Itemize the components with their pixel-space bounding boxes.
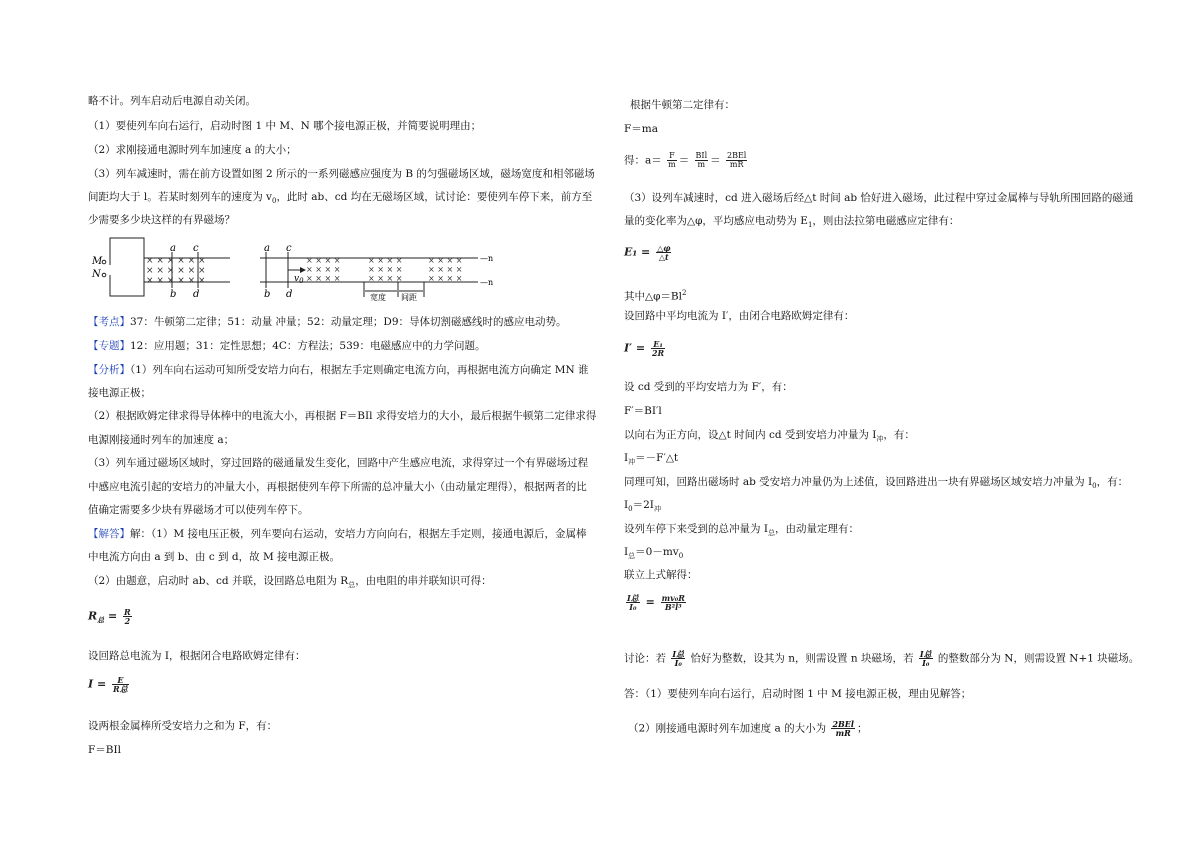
svg-text:× × × × × ×: × × × × × × (146, 256, 206, 266)
label-M: M (92, 256, 103, 267)
equation-r-total: $R_总$ = $\frac{R}{2}$ (88, 607, 131, 626)
figure-2 (260, 243, 493, 302)
jieda-4: 设两根金属棒所受安培力之和为 F，有： (88, 720, 278, 732)
answer-1: 答：（1）要使列车向右运行，启动时图 1 中 M 接电源正极，理由见解答； (624, 688, 972, 700)
fenxi-2b: 电源刚接通时列车的加速度 a； (88, 434, 235, 446)
label-c: c (193, 243, 199, 254)
jieda-2: （2）由题意，启动时 ab、cd 并联，设回路总电阻为 $R_总$，由电阻的串并联知识可得： (88, 575, 492, 590)
svg-text:a: a (264, 243, 270, 254)
text-line: $I_0=2I_冲$ (624, 499, 661, 514)
figure-1 (91, 238, 230, 300)
jieda-1b: 中电流方向由 a 到 b、由 c 到 d，故 M 接电源正极。 (88, 551, 341, 563)
fenxi-3: （3）列车通过磁场区域时，穿过回路的磁通量发生变化，回路中产生感应电流，求得穿过一个有界磁场过程 (88, 457, 589, 469)
gap-label: 间距 (401, 293, 417, 302)
label-a: a (170, 243, 176, 254)
svg-text:× × × × × ×: × × × × × × (146, 276, 206, 286)
svg-text:—n: —n (480, 254, 494, 263)
jieda-5: F＝BIl (88, 744, 122, 756)
text-line: 设 cd 受到的平均安培力为 F′，有： (624, 381, 793, 393)
text-line: 联立上式解得： (624, 569, 698, 581)
text-line: 略不计。列车启动后电源自动关闭。 (88, 95, 256, 107)
equation-emf: E₁ = $\frac{\triangle\varphi}{\triangle t}$ (624, 243, 671, 262)
text-line: （3）设列车减速时，cd 进入磁场后经△t 时间 ab 恰好进入磁场，此过程中穿过金属棒与导轨所围回路的磁通 (624, 192, 1134, 204)
svg-text:—n: —n (480, 278, 494, 287)
svg-text:d: d (286, 289, 293, 300)
svg-text:× × × ×: × × × × (428, 274, 463, 283)
kaodian: 【考点】37：牛顿第二定律；51：动量 冲量；52：动量定理；D9：导体切割磁感线时的感应电动势。 (88, 316, 567, 328)
accel-equation: 得：a＝ $\frac{F}{m}$ ＝ $\frac{\text{BIl}}{m}$ ＝ $\frac{\text{2BEl}}{mR}$ (624, 151, 747, 169)
text-line: F＝ma (624, 123, 659, 135)
fenxi-3b: 中感应电流引起的安培力的冲量大小，再根据使列车停下所需的总冲量大小（由动量定理得），根据两者的比 (88, 481, 587, 493)
jieda-1: 【解答】解：（1）M 接电压正极，列车要向右运动，安培力方向向右，根据左手定则，接通电源后，金属棒 (88, 528, 587, 540)
svg-text:× × × ×: × × × × (306, 265, 341, 274)
question-3-line3: 少需要多少块这样的有界磁场？ (88, 214, 235, 226)
svg-text:× × × ×: × × × × (368, 265, 403, 274)
svg-text:c: c (286, 243, 292, 254)
question-3: （3）列车减速时，需在前方设置如图 2 所示的一系列磁感应强度为 B 的匀强磁场区域，磁场宽度和相邻磁场 (88, 168, 595, 180)
svg-text:× × × ×: × × × × (368, 274, 403, 283)
question-1: （1）要使列车向右运行，启动时图 1 中 M、N 哪个接电源正极，并简要说明理由； (88, 120, 482, 132)
label-N: N (92, 269, 101, 280)
svg-text:× × × ×: × × × × (306, 256, 341, 265)
text-line: $I_总=0-mv_0$ (624, 546, 684, 561)
question-3-line2: 间距均大于 l。若某时刻列车的速度为 $v_0$，此时 ab、cd 均在无磁场区域，试讨论：要使列车停下来，前方至 (88, 191, 593, 206)
velocity-label: $v_0$ (294, 274, 304, 285)
text-line: 其中$\triangle\varphi=Bl^2$ (624, 289, 687, 303)
equation-avg-current: I′ = $\frac{\text{E₁}}{2R}$ (624, 339, 665, 358)
text-line: 设列车停下来受到的总冲量为 $I_总$，由动量定理有： (624, 523, 859, 538)
fenxi-1: 【分析】（1）列车向右运动可知所受安培力向右，根据左手定则确定电流方向，再根据电流方向确定 MN 谁 (88, 364, 589, 376)
text-line: 根据牛顿第二定律有： (630, 99, 735, 111)
fenxi-1b: 接电源正极； (88, 387, 151, 399)
svg-text:× × × ×: × × × × (306, 274, 341, 283)
text-line: F′＝BI′l (624, 405, 662, 417)
svg-text:× × × ×: × × × × (428, 265, 463, 274)
answer-2: （2）刚接通电源时列车加速度 a 的大小为 $\frac{\text{2BEl}}{mR}$ ； (628, 719, 868, 738)
label-b: b (170, 289, 177, 300)
label-d: d (193, 289, 200, 300)
jieda-3: 设回路总电流为 I，根据闭合电路欧姆定律有： (88, 650, 306, 662)
svg-text:× × × ×: × × × × (368, 256, 403, 265)
svg-text:× × × × × ×: × × × × × × (146, 266, 206, 276)
svg-text:b: b (264, 289, 271, 300)
width-label: 宽度 (370, 293, 386, 302)
text-line: 量的变化率为△φ，平均感应电动势为 $E_1$，则由法拉第电磁感应定律有： (624, 215, 960, 230)
equation-ratio: $\frac{\text{I总}}{\text{I₀}}$ = $\frac{\text{mv₀R}}{\text{B²l³}}$ (627, 593, 685, 612)
figure-rails (88, 235, 508, 305)
text-line: 设回路中平均电流为 I′，由闭合电路欧姆定律有： (624, 310, 855, 322)
equation-current: I = $\frac{E}{\text{R总}}$ (88, 675, 128, 694)
text-line: $I_冲=-F'\triangle t$ (624, 452, 679, 467)
zhuanti: 【专题】12：应用题；31：定性思想；4C：方程法；539：电磁感应中的力学问题。 (88, 340, 486, 352)
fenxi-3c: 值确定需要多少块有界磁场才可以使列车停下。 (88, 504, 309, 516)
text-line: 同理可知，回路出磁场时 ab 受安培力冲量仍为上述值，设回路进出一块有界磁场区域安培力冲量为 $I_0$，有： (624, 476, 1129, 491)
text-line: 以向右为正方向，设△t 时间内 cd 受到安培力冲量为 $I_冲$，有： (624, 429, 915, 444)
svg-text:× × × ×: × × × × (428, 256, 463, 265)
question-2: （2）求刚接通电源时列车加速度 a 的大小； (88, 144, 297, 156)
discussion: 讨论：若 $\frac{\text{I总}}{\text{I₀}}$ 恰好为整数，设其为 n，则需设置 n 块磁场，若 $\frac{\text{I总}}{\text{I₀}}$ 的整数部分为 N，则需设置 N+1 块磁场。 (624, 649, 1140, 668)
fenxi-2: （2）根据欧姆定律求得导体棒中的电流大小，再根据 F＝BIl 求得安培力的大小，最后根据牛顿第二定律求得 (88, 410, 597, 422)
